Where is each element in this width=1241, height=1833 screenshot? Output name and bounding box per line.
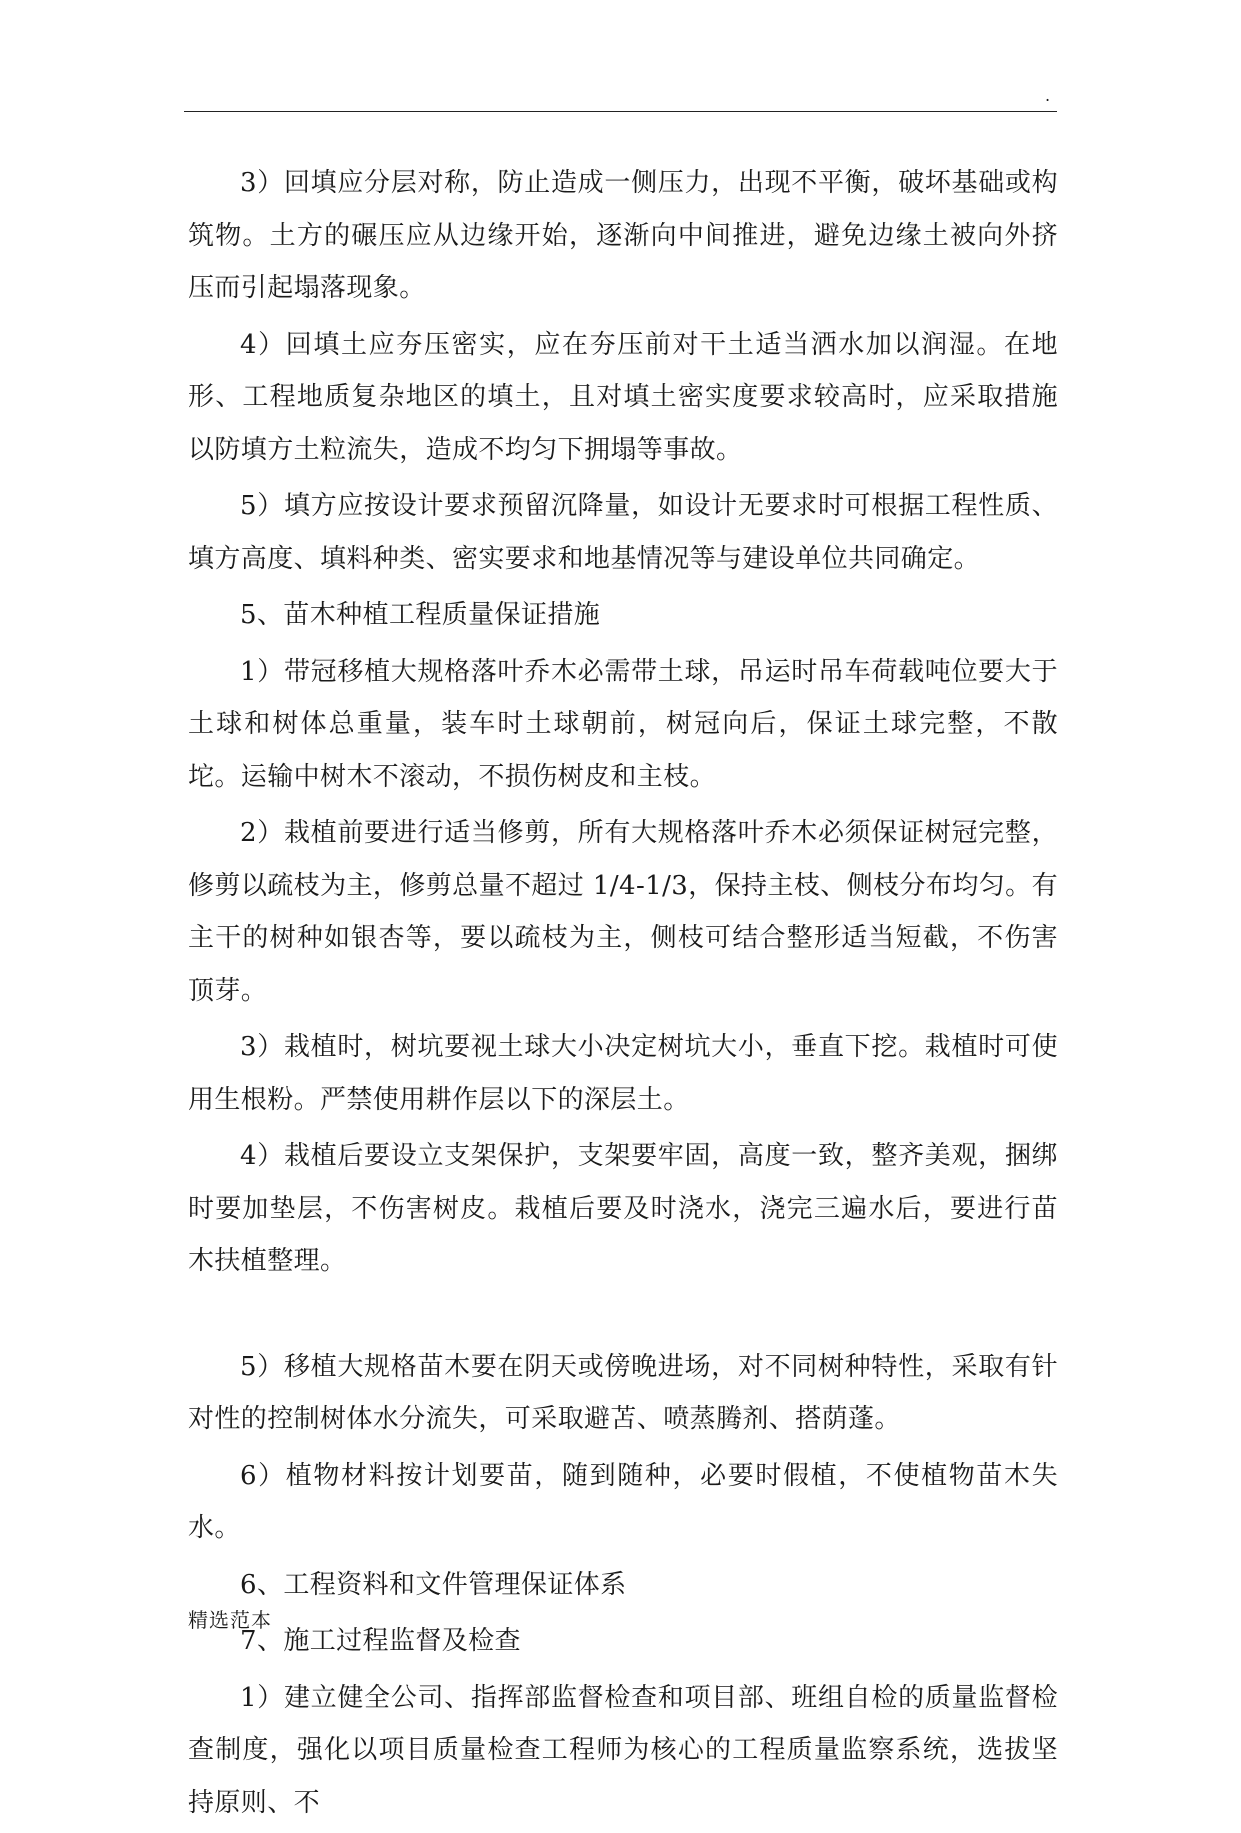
paragraph-planting-5: 5）移植大规格苗木要在阴天或傍晚进场，对不同树种特性，采取有针对性的控制树体水分流失，可采取避苫、喷蒸腾剂、搭荫蓬。 <box>188 1351 1058 1434</box>
paragraph-backfill-4: 4）回填土应夯压密实，应在夯压前对干土适当洒水加以润湿。在地形、工程地质复杂地区的填土，且对填土密实度要求较高时，应采取措施以防填方土粒流失，造成不均匀下拥塌等事故。 <box>188 329 1058 465</box>
paragraph-planting-1: 1）带冠移植大规格落叶乔木必需带土球，吊运时吊车荷载吨位要大于土球和树体总重量，装车时土球朝前，树冠向后，保证土球完整，不散坨。运输中树木不滚动，不损伤树皮和主枝。 <box>188 656 1058 792</box>
paragraph-backfill-3: 3）回填应分层对称，防止造成一侧压力，出现不平衡，破坏基础或构筑物。土方的碾压应从边缘开始，逐渐向中间推进，避免边缘土被向外挤压而引起塌落现象。 <box>188 168 1058 303</box>
header-mark: . <box>1045 86 1051 105</box>
paragraph-planting-6: 6）植物材料按计划要苗，随到随种，必要时假植，不使植物苗木失水。 <box>188 1460 1058 1543</box>
paragraph-supervision-1: 1）建立健全公司、指挥部监督检查和项目部、班组自检的质量监督检查制度，强化以项目质量检查工程师为核心的工程质量监察系统，选拔坚持原则、不 <box>188 1682 1058 1818</box>
paragraph-backfill-5: 5）填方应按设计要求预留沉降量，如设计无要求时可根据工程性质、填方高度、填料种类、密实要求和地基情况等与建设单位共同确定。 <box>188 491 1058 574</box>
paragraph-planting-3: 3）栽植时，树坑要视土球大小决定树坑大小，垂直下挖。栽植时可使用生根粉。严禁使用耕作层以下的深层土。 <box>188 1032 1058 1115</box>
section-heading-planting: 5、苗木种植工程质量保证措施 <box>240 600 601 630</box>
blank-line <box>188 1292 1058 1341</box>
paragraph-planting-4: 4）栽植后要设立支架保护，支架要牢固，高度一致，整齐美观，捆绑时要加垫层，不伤害树皮。栽植后要及时浇水，浇完三遍水后，要进行苗木扶植整理。 <box>188 1141 1058 1276</box>
header-rule <box>184 111 1057 112</box>
footer-label: 精选范本 <box>188 1608 272 1632</box>
section-heading-documents: 6、工程资料和文件管理保证体系 <box>240 1569 627 1600</box>
paragraph-planting-2: 2）栽植前要进行适当修剪，所有大规格落叶乔木必须保证树冠完整，修剪以疏枝为主，修剪总量不超过 1/4-1/3，保持主枝、侧枝分布均匀。有主干的树种如银杏等，要以疏枝为主，侧枝可结合整形适当短截，不伤害顶芽。 <box>188 818 1058 1006</box>
document-body <box>188 157 1058 1833</box>
section-heading-supervision: 7、施工过程监督及检查 <box>240 1626 521 1656</box>
